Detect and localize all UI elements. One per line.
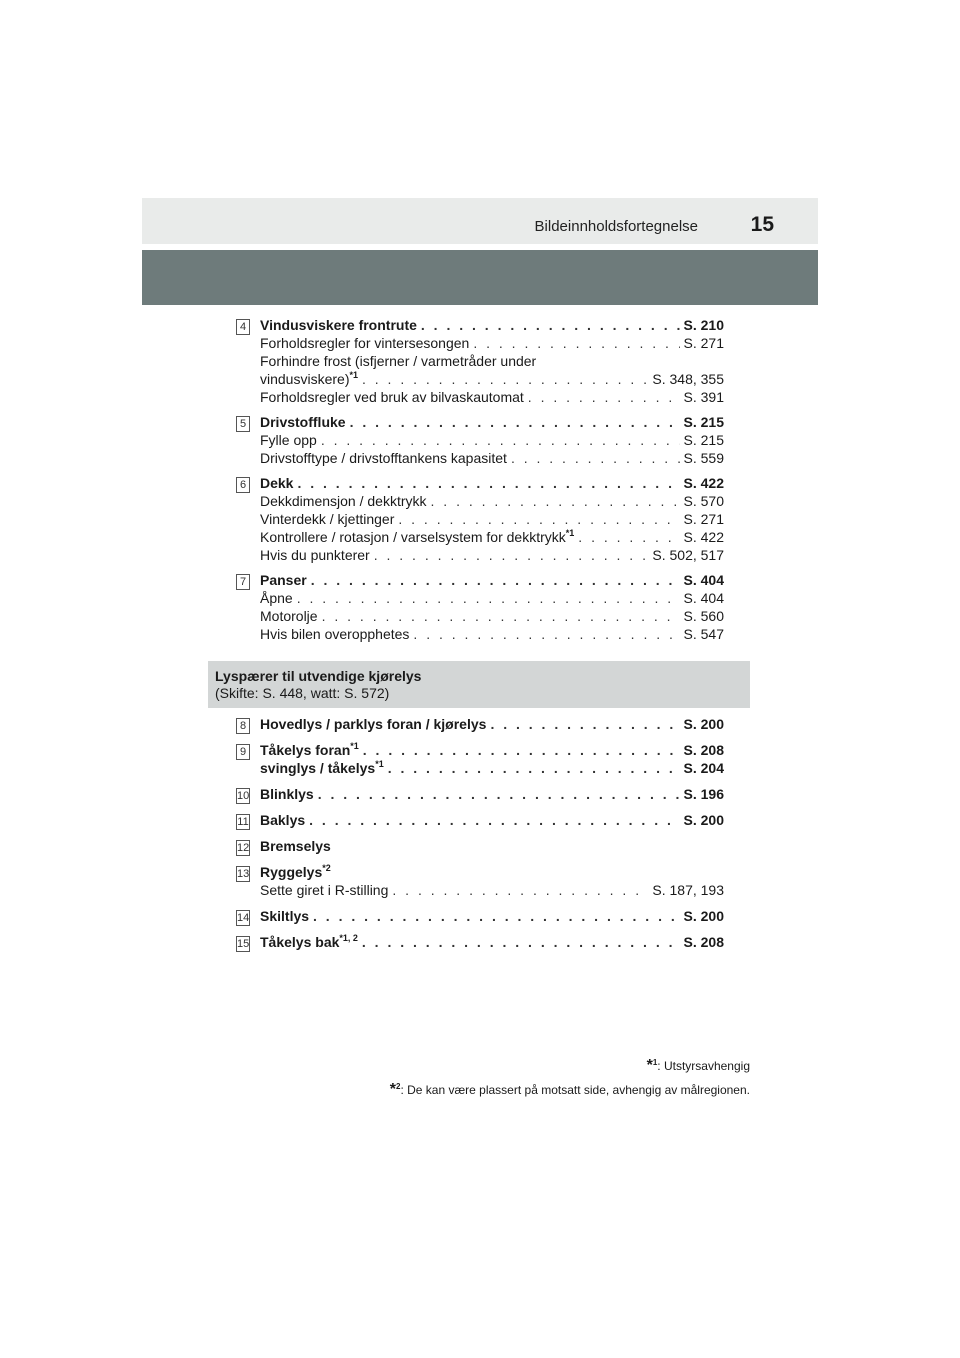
page-reference[interactable]: S. 204 bbox=[683, 760, 724, 776]
footnote-marker: *2 bbox=[322, 863, 331, 873]
footnotes bbox=[390, 1054, 750, 1102]
entry-label: Dekk bbox=[260, 475, 294, 491]
index-section bbox=[236, 715, 724, 733]
entry-label: vindusviskere)$^{*1}$ bbox=[260, 370, 358, 387]
dot-leader bbox=[318, 785, 680, 803]
entry-label: Tåkelys bak$^{*1, 2}$ bbox=[260, 933, 358, 950]
item-number-badge: 7 bbox=[236, 574, 250, 590]
item-number-badge: 5 bbox=[236, 416, 250, 432]
dot-leader bbox=[362, 933, 680, 951]
footnote-number: 2 bbox=[396, 1082, 401, 1091]
item-number-badge: 14 bbox=[237, 912, 250, 924]
entry-label: Baklys bbox=[260, 812, 306, 828]
index-subentry[interactable] bbox=[260, 528, 724, 546]
page-reference[interactable]: S. 404 bbox=[683, 590, 724, 606]
index-entry[interactable] bbox=[260, 571, 724, 589]
index-entry[interactable] bbox=[260, 811, 724, 829]
dot-leader bbox=[363, 741, 680, 759]
page-reference[interactable]: S. 547 bbox=[683, 626, 724, 642]
entry-label: Dekkdimensjon / dekktrykk bbox=[260, 493, 427, 509]
dot-leader bbox=[350, 413, 680, 431]
dot-leader bbox=[297, 474, 679, 492]
index-section bbox=[236, 933, 724, 951]
title-band bbox=[142, 250, 818, 305]
index-entry[interactable] bbox=[260, 741, 724, 759]
index-entry[interactable] bbox=[260, 316, 724, 334]
entry-label: Drivstoffluke bbox=[260, 414, 346, 430]
dot-leader bbox=[322, 607, 680, 625]
index-section bbox=[236, 474, 724, 564]
dot-leader bbox=[309, 811, 679, 829]
page-reference[interactable]: S. 196 bbox=[683, 786, 724, 802]
entry-label: svinglys / tåkelys$^{*1}$ bbox=[260, 759, 384, 776]
page-reference[interactable]: S. 560 bbox=[683, 608, 724, 624]
item-number-badge: 8 bbox=[236, 718, 250, 734]
index-section bbox=[236, 741, 724, 777]
dot-leader bbox=[388, 759, 680, 777]
entry-label: Åpne bbox=[260, 590, 293, 606]
index-entry[interactable] bbox=[260, 863, 724, 881]
page-reference[interactable]: S. 391 bbox=[683, 389, 724, 405]
index-section bbox=[236, 837, 724, 855]
index-section bbox=[236, 785, 724, 803]
index-subentry[interactable] bbox=[260, 625, 724, 643]
box-title: Lyspærer til utvendige kjørelys bbox=[215, 668, 422, 684]
dot-leader bbox=[413, 625, 679, 643]
index-subentry[interactable] bbox=[260, 881, 724, 899]
index-subentry[interactable] bbox=[260, 431, 724, 449]
dot-leader bbox=[421, 316, 680, 334]
footnote-marker: *1, 2 bbox=[339, 933, 358, 943]
page-reference[interactable]: S. 215 bbox=[683, 414, 724, 430]
index-subentry[interactable] bbox=[260, 370, 724, 388]
dot-leader bbox=[321, 431, 680, 449]
page-reference[interactable]: S. 502, 517 bbox=[652, 547, 724, 563]
page-reference[interactable]: S. 208 bbox=[683, 742, 724, 758]
page-reference[interactable]: S. 422 bbox=[683, 529, 724, 545]
page-reference[interactable]: S. 210 bbox=[683, 317, 724, 333]
section-title: Bildeinnholdsfortegnelse bbox=[534, 218, 698, 235]
index-section bbox=[236, 316, 724, 406]
entry-label: Hvis bilen overopphetes bbox=[260, 626, 410, 642]
page-reference[interactable]: S. 187, 193 bbox=[652, 882, 724, 898]
index-list-1 bbox=[236, 316, 724, 650]
index-entry[interactable] bbox=[260, 933, 724, 951]
dot-leader bbox=[311, 571, 680, 589]
footnote-marker: *1 bbox=[565, 528, 575, 538]
page-reference[interactable]: S. 348, 355 bbox=[652, 371, 724, 387]
entry-label: Hovedlys / parklys foran / kjørelys bbox=[260, 716, 487, 732]
page-reference[interactable]: S. 422 bbox=[683, 475, 724, 491]
index-section bbox=[236, 413, 724, 467]
entry-label: Drivstofftype / drivstofftankens kapasitet bbox=[260, 450, 507, 466]
dot-leader bbox=[528, 388, 680, 406]
item-number-badge: 15 bbox=[237, 938, 250, 950]
dot-leader bbox=[398, 510, 679, 528]
footnote-star: * bbox=[389, 1081, 397, 1098]
item-number-badge: 12 bbox=[237, 842, 250, 854]
entry-label: Forholdsregler ved bruk av bilvaskautomat bbox=[260, 389, 524, 405]
dot-leader bbox=[473, 334, 679, 352]
footnote-text: : De kan være plassert på motsatt side, avhengig av målregionen. bbox=[400, 1083, 750, 1097]
entry-label: Hvis du punkterer bbox=[260, 547, 370, 563]
header-band bbox=[142, 198, 818, 244]
dot-leader bbox=[362, 370, 648, 388]
page-reference[interactable]: S. 271 bbox=[683, 335, 724, 351]
entry-label: Bremselys bbox=[260, 838, 331, 854]
entry-label: Panser bbox=[260, 572, 307, 588]
footnote bbox=[390, 1078, 750, 1102]
footnote-marker: *1 bbox=[375, 759, 384, 769]
index-section bbox=[236, 571, 724, 643]
index-subentry[interactable] bbox=[260, 546, 724, 564]
entry-label: Fylle opp bbox=[260, 432, 317, 448]
footnote-marker: *1 bbox=[350, 741, 359, 751]
page-reference[interactable]: S. 200 bbox=[683, 908, 724, 924]
entry-label: Vindusviskere frontrute bbox=[260, 317, 417, 333]
entry-label: Vinterdekk / kjettinger bbox=[260, 511, 395, 527]
index-entry[interactable] bbox=[260, 759, 724, 777]
footnote-number: 1 bbox=[652, 1058, 658, 1067]
index-entry[interactable] bbox=[260, 715, 724, 733]
index-subentry[interactable] bbox=[260, 352, 724, 370]
footnote-text: : Utstyrsavhengig bbox=[657, 1059, 750, 1073]
index-subentry[interactable] bbox=[260, 510, 724, 528]
dot-leader bbox=[313, 907, 679, 925]
bulb-info-box bbox=[208, 661, 750, 708]
index-subentry[interactable] bbox=[260, 388, 724, 406]
entry-label: Forhindre frost (isfjerner / varmetråder under bbox=[260, 353, 537, 369]
box-subtitle: (Skifte: S. 448, watt: S. 572) bbox=[215, 685, 390, 701]
page-reference[interactable]: S. 208 bbox=[683, 934, 724, 950]
dot-leader bbox=[490, 715, 679, 733]
index-entry[interactable] bbox=[260, 837, 724, 855]
entry-label: Tåkelys foran$^{*1}$ bbox=[260, 741, 359, 758]
index-section bbox=[236, 907, 724, 925]
footnote bbox=[390, 1054, 750, 1078]
entry-label: Motorolje bbox=[260, 608, 318, 624]
dot-leader bbox=[431, 492, 680, 510]
page-reference[interactable]: S. 404 bbox=[683, 572, 724, 588]
entry-label: Forholdsregler for vintersesongen bbox=[260, 335, 470, 351]
page-reference[interactable]: S. 200 bbox=[683, 812, 724, 828]
entry-label: Blinklys bbox=[260, 786, 314, 802]
footnote-marker: *1 bbox=[349, 370, 358, 380]
index-subentry[interactable] bbox=[260, 334, 724, 352]
index-subentry[interactable] bbox=[260, 449, 724, 467]
page-reference[interactable]: S. 570 bbox=[683, 493, 724, 509]
index-section bbox=[236, 811, 724, 829]
item-number-badge: 6 bbox=[236, 477, 250, 493]
dot-leader bbox=[297, 589, 680, 607]
footnote-star: * bbox=[646, 1057, 653, 1074]
index-subentry[interactable] bbox=[260, 492, 724, 510]
index-list-2 bbox=[236, 715, 724, 959]
index-entry[interactable] bbox=[260, 413, 724, 431]
item-number-badge: 4 bbox=[236, 319, 250, 335]
index-entry[interactable] bbox=[260, 785, 724, 803]
dot-leader bbox=[392, 881, 648, 899]
entry-label: Kontrollere / rotasjon / varselsystem for dekktrykk$^{*1}$ bbox=[260, 528, 575, 545]
item-number-badge: 10 bbox=[237, 790, 250, 802]
page-number: 15 bbox=[750, 213, 774, 236]
index-subentry[interactable] bbox=[260, 607, 724, 625]
index-subentry[interactable] bbox=[260, 589, 724, 607]
page-reference[interactable]: S. 200 bbox=[683, 716, 724, 732]
index-entry[interactable] bbox=[260, 474, 724, 492]
index-section bbox=[236, 863, 724, 899]
dot-leader bbox=[511, 449, 680, 467]
entry-label: Sette giret i R-stilling bbox=[260, 882, 389, 898]
page-reference[interactable]: S. 559 bbox=[683, 450, 724, 466]
item-number-badge: 11 bbox=[237, 816, 249, 828]
item-number-badge: 9 bbox=[236, 744, 250, 760]
dot-leader bbox=[578, 528, 679, 546]
item-number-badge: 13 bbox=[237, 868, 250, 880]
entry-label: Skiltlys bbox=[260, 908, 310, 924]
entry-label: Ryggelys$^{*2}$ bbox=[260, 863, 331, 880]
index-entry[interactable] bbox=[260, 907, 724, 925]
page-reference[interactable]: S. 271 bbox=[683, 511, 724, 527]
dot-leader bbox=[374, 546, 649, 564]
page-reference[interactable]: S. 215 bbox=[683, 432, 724, 448]
